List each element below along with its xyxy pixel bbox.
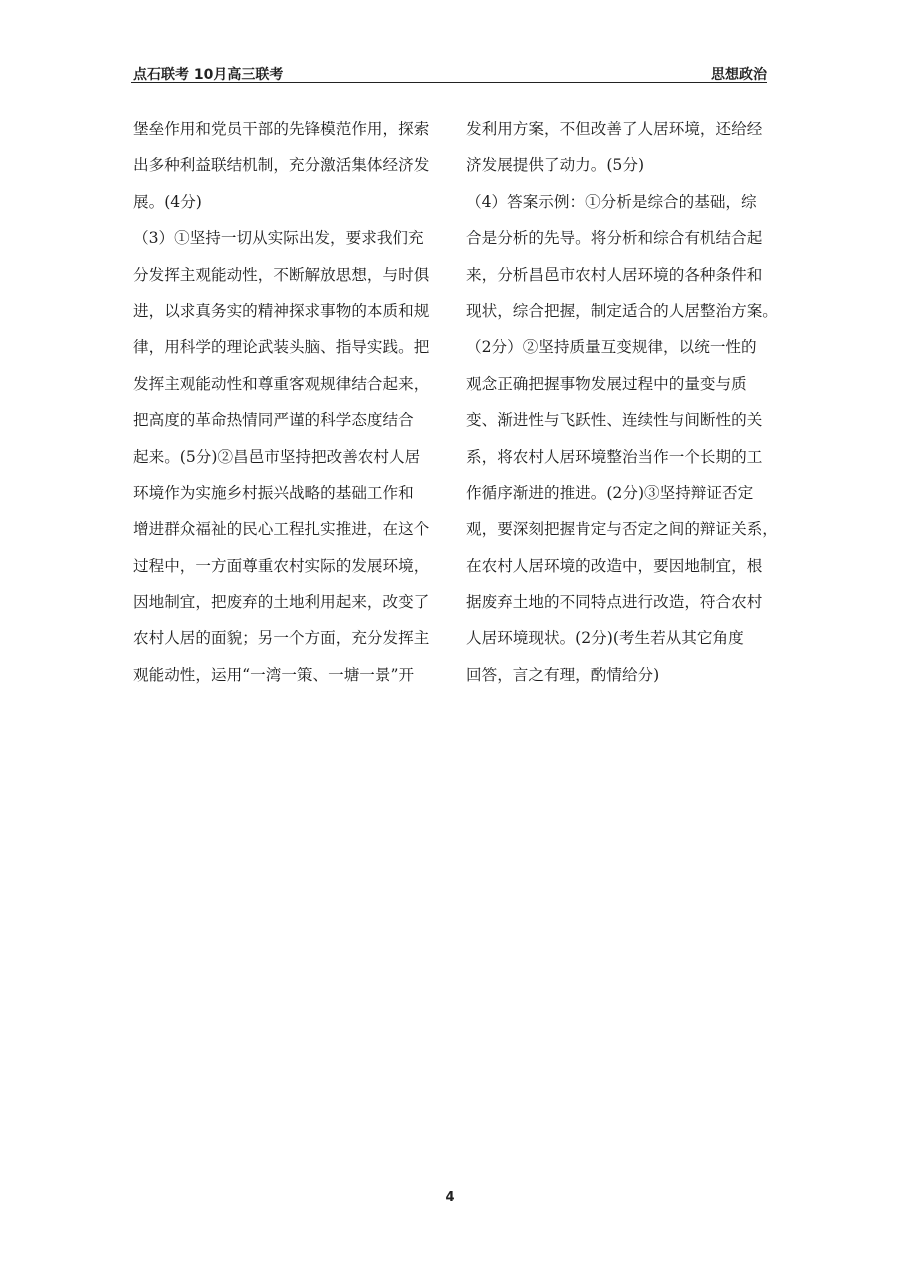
text-line: 农村人居的面貌；另一个方面，充分发挥主 [133,629,430,648]
header-exam-title: 点石联考 10月高三联考 [133,67,284,83]
text-line: 济发展提供了动力。(5分) [466,156,645,175]
text-line: 分发挥主观能动性，不断解放思想，与时俱 [133,265,430,284]
text-line: （4）答案示例：①分析是综合的基础，综 [466,192,757,211]
text-line: 进，以求真务实的精神探求事物的本质和规 [133,301,430,320]
text-line: 变、渐进性与飞跃性、连续性与间断性的关 [466,411,763,430]
header-divider [131,82,767,83]
answer-column-right [466,111,778,693]
text-line: 观念正确把握事物发展过程中的量变与质 [466,374,747,393]
text-line: 人居环境现状。(2分)(考生若从其它角度 [466,629,744,648]
text-line: 发利用方案，不但改善了人居环境，还给经 [466,120,763,138]
text-line: 出多种利益联结机制，充分激活集体经济发 [133,156,430,175]
header-subject: 思想政治 [711,67,767,83]
text-line: 过程中，一方面尊重农村实际的发展环境， [133,556,430,575]
text-line: 因地制宜，把废弃的土地利用起来，改变了 [133,593,430,612]
text-line: 观，要深刻把握肯定与否定之间的辩证关系， [466,520,778,539]
text-line: 系，将农村人居环境整治当作一个长期的工 [466,447,763,466]
text-line: 堡垒作用和党员干部的先锋模范作用，探索 [133,120,430,138]
text-line: 起来。(5分)②昌邑市坚持把改善农村人居 [133,447,421,466]
text-line: 环境作为实施乡村振兴战略的基础工作和 [133,483,414,502]
text-line: 发挥主观能动性和尊重客观规律结合起来， [133,374,430,393]
text-line: 增进群众福祉的民心工程扎实推进，在这个 [133,520,430,539]
text-line: （3）①坚持一切从实际出发，要求我们充 [133,229,424,248]
page-number: 4 [445,1190,455,1205]
text-line: （2分）②坚持质量互变规律，以统一性的 [466,338,757,357]
text-line: 来，分析昌邑市农村人居环境的各种条件和 [466,265,763,284]
text-line: 合是分析的先导。将分析和综合有机结合起 [466,229,763,248]
text-line: 把高度的革命热情同严谨的科学态度结合 [133,411,414,430]
text-line: 律，用科学的理论武装头脑、指导实践。把 [133,338,430,357]
text-line: 观能动性，运用“一湾一策、一塘一景”开 [133,665,415,684]
text-line: 作循序渐进的推进。(2分)③坚持辩证否定 [466,483,754,502]
text-line: 现状，综合把握，制定适合的人居整治方案。 [466,301,778,320]
text-line: 回答，言之有理，酌情给分) [466,665,660,684]
answer-column-left [133,111,433,693]
text-line: 在农村人居环境的改造中，要因地制宜，根 [466,556,763,575]
text-line: 展。(4分) [133,192,202,211]
text-line: 据废弃土地的不同特点进行改造，符合农村 [466,593,763,612]
